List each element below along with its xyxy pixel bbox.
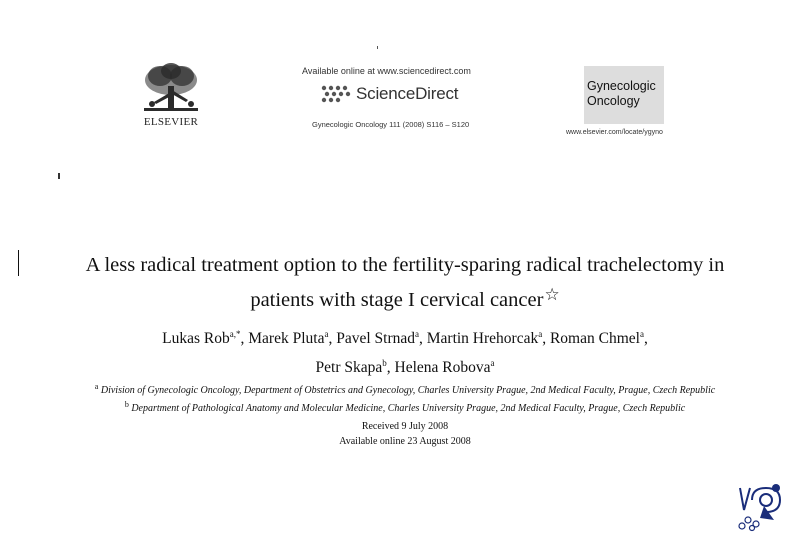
elsevier-tree-icon bbox=[136, 62, 206, 116]
author-list bbox=[10, 322, 800, 380]
author-name: Helena Robova bbox=[394, 359, 491, 376]
available-online-text: Available online at www.sciencedirect.com bbox=[302, 66, 471, 76]
page-mark bbox=[377, 46, 378, 49]
sciencedirect-logo-text: ScienceDirect bbox=[356, 84, 459, 103]
affiliation-mark: b bbox=[124, 400, 129, 409]
affiliations bbox=[20, 380, 790, 416]
author-line bbox=[10, 351, 800, 380]
author-affiliation-mark[interactable]: a bbox=[538, 329, 543, 339]
affiliation-item bbox=[20, 398, 790, 416]
journal-citation: Gynecologic Oncology 111 (2008) S116 – S120 bbox=[312, 120, 470, 129]
author-affiliation-mark[interactable]: b bbox=[382, 358, 387, 368]
author-affiliation-mark[interactable]: a bbox=[490, 358, 495, 368]
affiliation-text: Division of Gynecologic Oncology, Department of Obstetrics and Gynecology, Charles University Prague, 2nd Medical Faculty, Prague, Czech Republic bbox=[100, 385, 716, 396]
author-separator: , bbox=[240, 330, 249, 347]
affiliation-item bbox=[20, 380, 790, 398]
journal-title-line: Gynecologic bbox=[587, 79, 656, 93]
article-title bbox=[10, 250, 800, 315]
affiliation-text: Department of Pathological Anatomy and Molecular Medicine, Charles University Prague, 2nd Medical Faculty, Prague, Czech Republic bbox=[131, 403, 686, 414]
author-affiliation-mark[interactable]: a bbox=[639, 329, 644, 339]
elsevier-logo bbox=[136, 62, 206, 132]
journal-title bbox=[587, 79, 656, 109]
elsevier-wordmark: ELSEVIER bbox=[143, 116, 199, 128]
author-affiliation-mark[interactable]: a bbox=[415, 329, 419, 339]
title-line-2 bbox=[10, 280, 800, 315]
author-affiliation-mark[interactable]: a,* bbox=[229, 329, 241, 339]
available-online-date: Available online 23 August 2008 bbox=[339, 436, 471, 447]
author-separator: , bbox=[643, 330, 648, 347]
journal-title-line: Oncology bbox=[587, 94, 640, 108]
author-separator: , bbox=[542, 330, 550, 347]
author-name: Marek Pluta bbox=[248, 330, 325, 347]
sciencedirect-dots-icon bbox=[318, 82, 358, 106]
author-name: Martin Hrehorcak bbox=[426, 330, 539, 347]
title-footnote-star-icon[interactable]: ☆ bbox=[544, 285, 560, 304]
title-line: patients with stage I cervical cancer bbox=[250, 289, 544, 311]
author-name: Petr Skapa bbox=[315, 359, 383, 376]
author-name: Lukas Rob bbox=[162, 330, 230, 347]
received-date: Received 9 July 2008 bbox=[361, 421, 449, 432]
society-logo-icon bbox=[728, 480, 792, 532]
article-dates bbox=[10, 419, 800, 449]
author-name: Pavel Strnad bbox=[336, 330, 415, 347]
author-line bbox=[10, 322, 800, 351]
journal-url[interactable]: www.elsevier.com/locate/ygyno bbox=[566, 129, 663, 136]
affiliation-mark: a bbox=[94, 382, 99, 391]
page-mark bbox=[58, 173, 60, 179]
author-name: Roman Chmel bbox=[549, 330, 640, 347]
title-line: A less radical treatment option to the fertility-sparing radical trachelectomy in bbox=[85, 254, 725, 276]
author-separator: , bbox=[419, 330, 427, 347]
author-separator: , bbox=[328, 330, 337, 347]
author-affiliation-mark[interactable]: a bbox=[324, 329, 329, 339]
author-separator: , bbox=[386, 359, 395, 376]
